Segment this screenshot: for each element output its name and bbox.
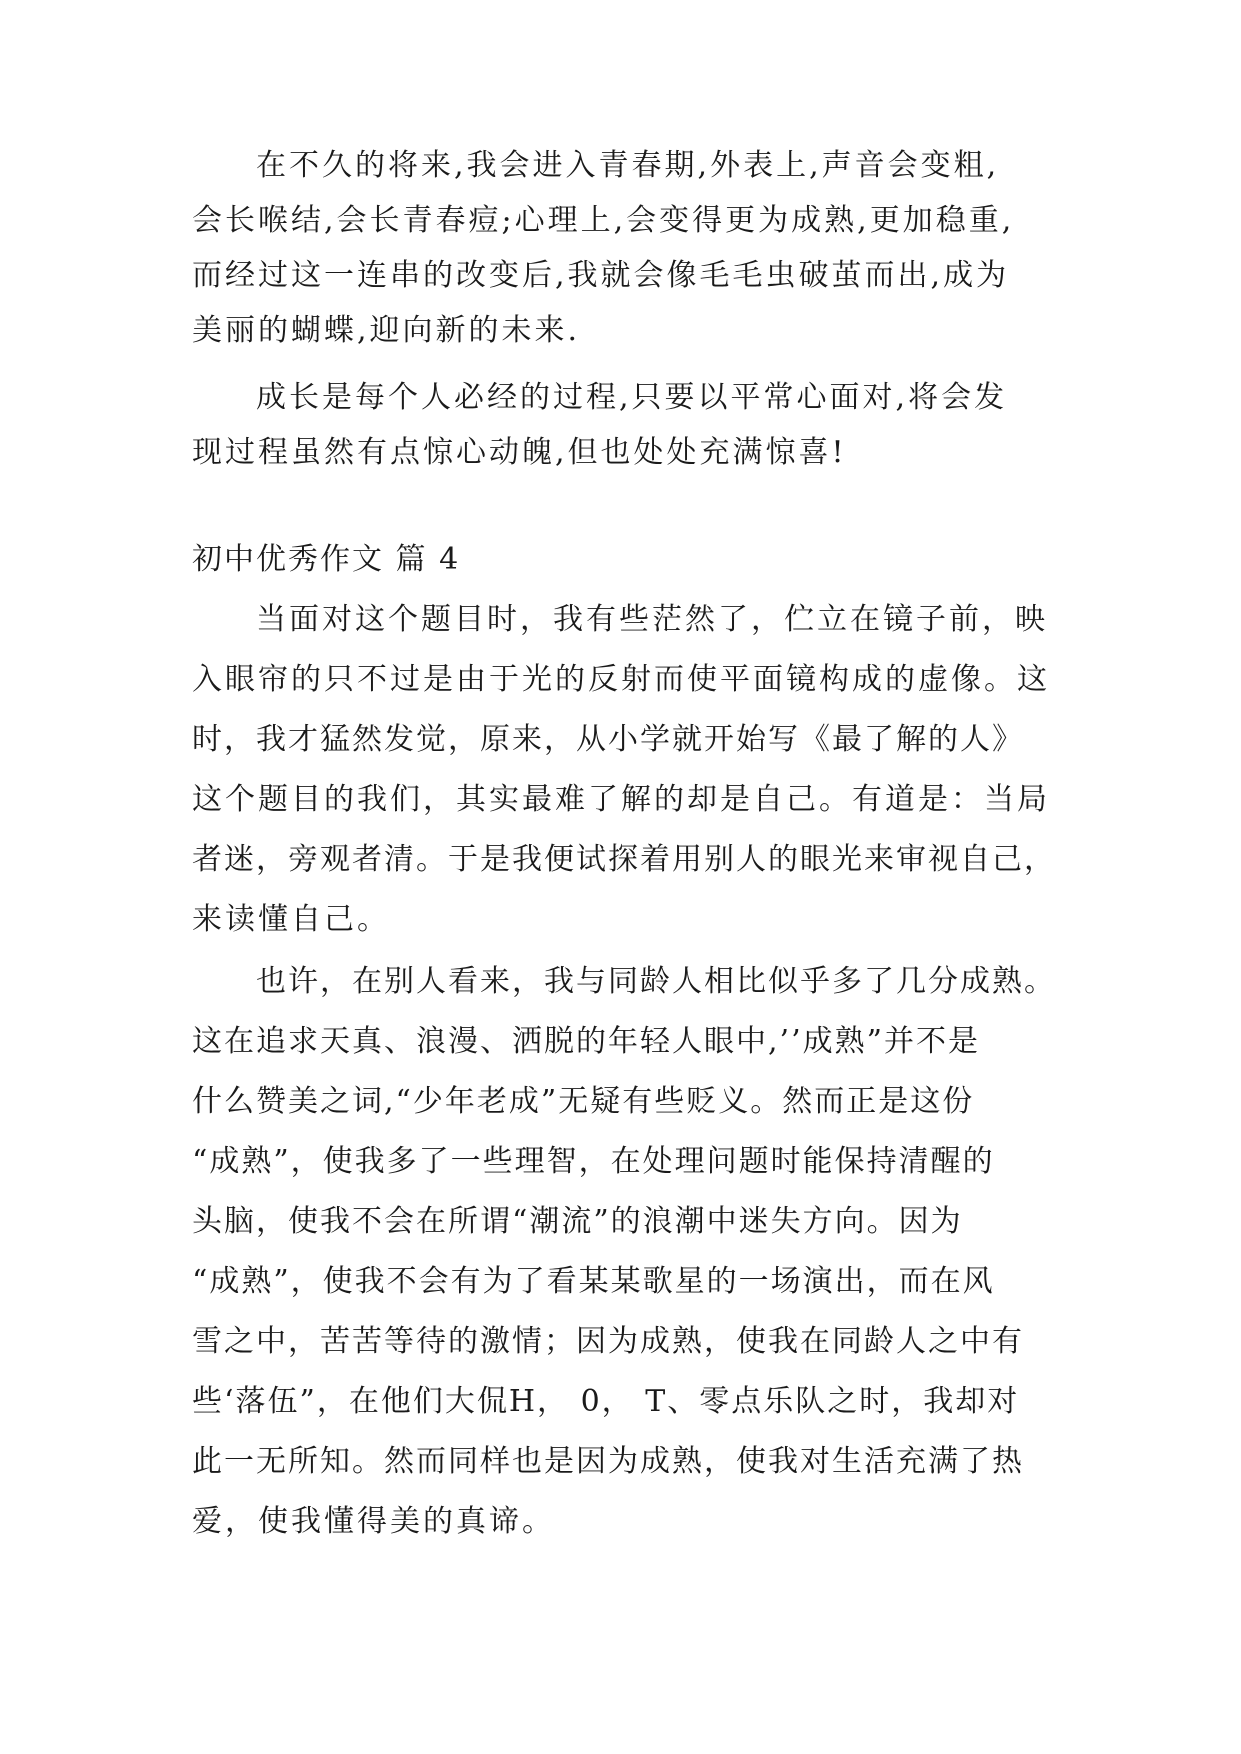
paragraph-line: 时，我才猛然发觉，原来，从小学就开始写《最了解的人》 — [192, 722, 1024, 757]
paragraph-line: 这个题目的我们，其实最难了解的却是自己。有道是：当局 — [192, 782, 1050, 817]
paragraph-line: 会长喉结,会长青春痘;心理上,会变得更为成熟,更加稳重, — [192, 203, 1015, 238]
paragraph-line: 入眼帘的只不过是由于光的反射而使平面镜构成的虚像。这 — [192, 662, 1050, 697]
paragraph-line: 雪之中，苦苦等待的激情；因为成熟，使我在同龄人之中有 — [192, 1324, 1024, 1359]
paragraph-line: 来读懂自己。 — [192, 902, 390, 937]
paragraph-line: “成熟”，使我不会有为了看某某歌星的一场演出，而在风 — [192, 1264, 995, 1299]
paragraph-line: 什么赞美之词,“少年老成”无疑有些贬义。然而正是这份 — [192, 1084, 975, 1119]
paragraph-line: 爱，使我懂得美的真谛。 — [192, 1504, 555, 1539]
paragraph-line: 者迷，旁观者清。于是我便试探着用别人的眼光来审视自己， — [192, 842, 1056, 877]
paragraph-line: 些‘落伍”，在他们大侃H， 0， T、零点乐队之时，我却对 — [192, 1384, 1020, 1419]
section-heading: 初中优秀作文 篇 4 — [192, 542, 461, 577]
paragraph-line: “成熟”，使我多了一些理智，在处理问题时能保持清醒的 — [192, 1144, 995, 1179]
paragraph-line: 此一无所知。然而同样也是因为成熟，使我对生活充满了热 — [192, 1444, 1024, 1479]
paragraph-line: 头脑，使我不会在所谓“潮流”的浪潮中迷失方向。因为 — [192, 1204, 963, 1239]
paragraph-line: 当面对这个题目时，我有些茫然了，伫立在镜子前，映 — [256, 602, 1048, 637]
paragraph-line: 美丽的蝴蝶,迎向新的未来. — [192, 313, 581, 348]
paragraph-line: 这在追求天真、浪漫、洒脱的年轻人眼中,’’成熟”并不是 — [192, 1024, 980, 1059]
paragraph-line: 而经过这一连串的改变后,我就会像毛毛虫破茧而出,成为 — [192, 258, 1010, 293]
paragraph-line: 也许，在别人看来，我与同龄人相比似乎多了几分成熟。 — [256, 964, 1056, 999]
paragraph-line: 现过程虽然有点惊心动魄,但也处处充满惊喜! — [192, 435, 847, 470]
paragraph-line: 在不久的将来,我会进入青春期,外表上,声音会变粗, — [256, 148, 1000, 183]
paragraph-line: 成长是每个人必经的过程,只要以平常心面对,将会发 — [256, 380, 1008, 415]
